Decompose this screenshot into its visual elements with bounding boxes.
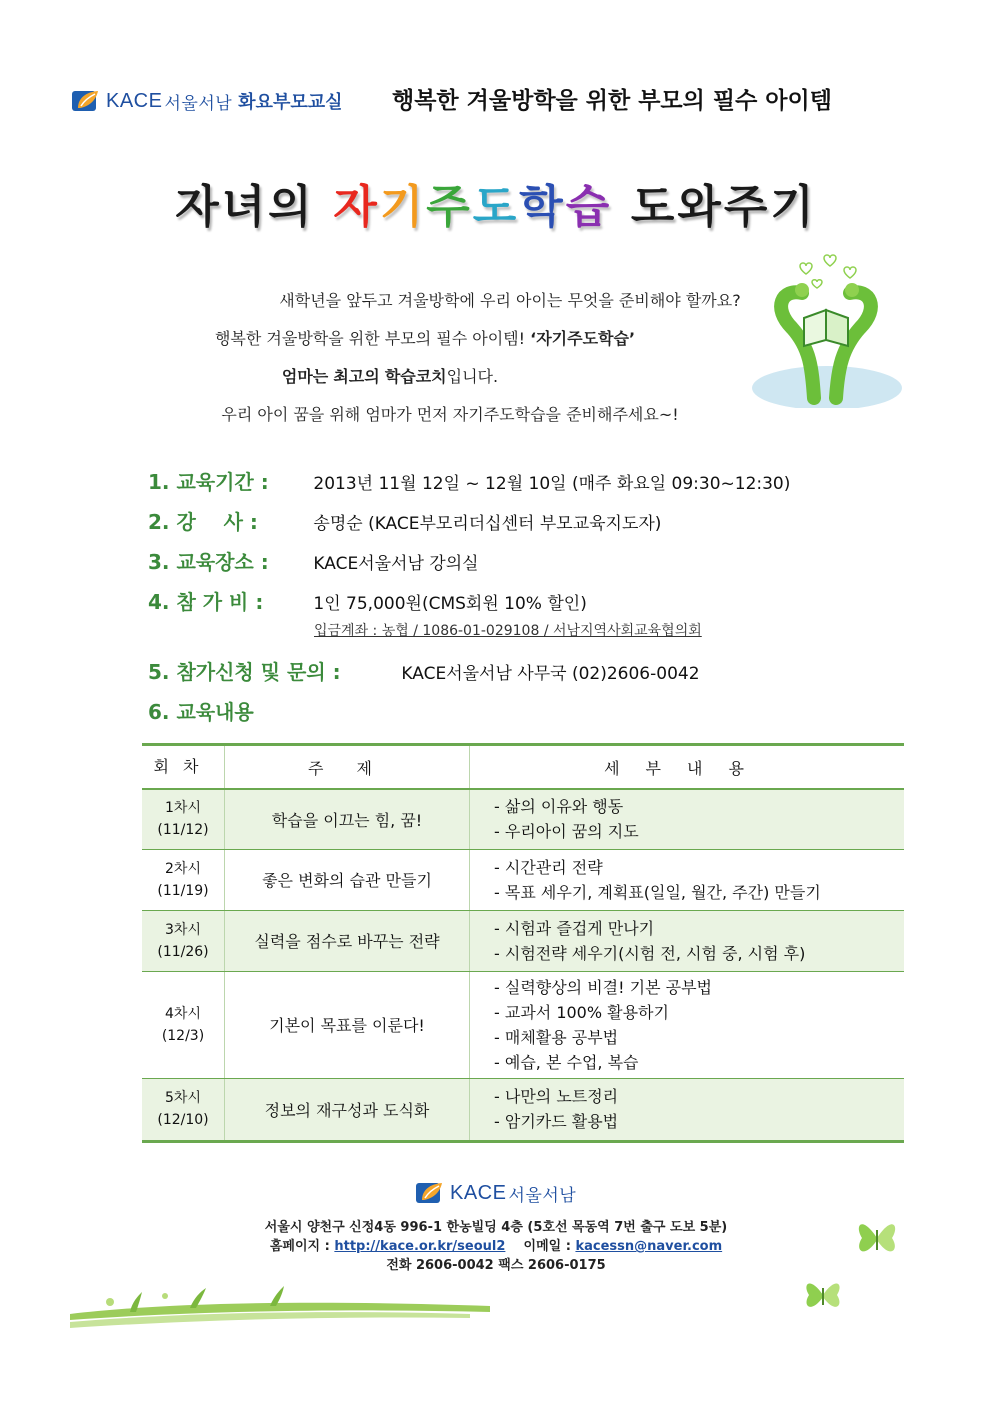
intro-line2 [130,320,770,358]
table-row [142,789,904,849]
detail-item: - 교과서 100% 활용하기 [494,1002,669,1022]
info-period [148,466,790,495]
homepage-label: 홈페이지 : [269,1239,330,1254]
session-label: 5차시 [165,1090,201,1106]
session-date: (11/19) [157,882,209,899]
details-cell [470,1078,905,1141]
session-cell [142,789,225,849]
col-header-topic: 주 제 [225,745,470,790]
session-date: (11/12) [157,822,209,839]
detail-item: - 시간관리 전략 [494,857,603,877]
footer-phone: 전화 2606-0042 팩스 2606-0175 [386,1258,606,1273]
details-cell [470,849,905,910]
curriculum-table [142,743,904,1143]
info-curriculum [148,696,254,725]
session-cell [142,971,225,1078]
detail-item: - 예습, 본 수업, 복습 [494,1052,639,1072]
footer-web [0,1237,992,1256]
footer-logo-region: 서울서남 [508,1185,577,1205]
info-contact [148,656,700,685]
email-link[interactable]: kacessn@naver.com [575,1239,723,1254]
tree-reading-book-icon [752,248,902,408]
table-row [142,849,904,910]
page-title [0,170,992,235]
detail-item: - 시험전략 세우기(시험 전, 시험 중, 시험 후) [494,943,806,963]
homepage-link[interactable]: http://kace.or.kr/seoul2 [334,1239,506,1254]
intro-line2a: 행복한 겨울방학을 위한 부모의 필수 아이템! [214,329,526,348]
col-header-session: 회차 [142,745,225,790]
intro-line3b: 최고의 [333,367,380,386]
intro-line3d: 입니다. [446,367,499,386]
logo-region: 서울서남 [164,93,233,113]
footer-logo [416,1180,576,1206]
title-char: 자 [333,180,380,233]
title-char: 학 [519,180,566,233]
title-part3: 도와주기 [630,180,817,233]
details-cell [470,789,905,849]
kace-leaf-logo-icon [416,1180,446,1206]
top-tagline: 행복한 겨울방학을 위한 부모의 필수 아이템 [392,88,832,114]
kace-leaf-logo-icon [72,88,102,114]
detail-item: - 나만의 노트정리 [494,1087,619,1106]
email-label: 이메일 : [523,1239,571,1254]
info-value: KACE서울서남 사무국 (02)2606-0042 [401,664,700,684]
logo-text: KACE [106,89,163,112]
session-date: (12/10) [157,1112,209,1128]
grass-icon [70,1272,490,1332]
session-cell [142,910,225,971]
topic-cell: 좋은 변화의 습관 만들기 [225,849,470,910]
info-label: 6. 교육내용 [148,700,254,724]
butterfly-icon [852,1210,902,1265]
intro-line3 [130,358,770,396]
detail-item: - 목표 세우기, 계획표(일일, 월간, 주간) 만들기 [494,882,821,902]
session-label: 3차시 [165,921,201,938]
topic-cell: 기본이 목표를 이룬다! [225,971,470,1078]
info-label: 2. 강 사 : [148,510,258,534]
topic-cell: 실력을 점수로 바꾸는 전략 [225,910,470,971]
intro-line3c: 학습코치 [384,367,447,386]
session-label: 2차시 [165,860,201,877]
table-row [142,1078,904,1141]
details-cell [470,971,905,1078]
bank-account: 입금계좌 : 농협 / 1086-01-029108 / 서남지역사회교육협의회 [314,623,702,639]
info-label: 1. 교육기간 : [148,470,269,494]
session-label: 1차시 [165,800,201,817]
table-row [142,910,904,971]
info-value: 송명순 (KACE부모리더십센터 부모교육지도자) [313,514,662,534]
table-header-row [142,745,904,790]
program-name: 화요부모교실 [238,92,343,113]
butterfly-icon [800,1272,846,1318]
detail-item: - 우리아이 꿈의 지도 [494,822,639,842]
info-label: 5. 참가신청 및 문의 : [148,660,341,684]
session-label: 4차시 [165,1005,201,1022]
title-char: 도 [472,180,520,233]
details-cell [470,910,905,971]
detail-item: - 삶의 이유와 행동 [494,797,624,817]
info-fee [148,586,587,615]
table-row [142,971,904,1078]
session-date: (12/3) [161,1027,205,1044]
info-label: 3. 교육장소 : [148,550,269,574]
topic-cell: 학습을 이끄는 힘, 꿈! [225,789,470,849]
info-value: 2013년 11월 12일 ~ 12월 10일 (매주 화요일 09:30~12:30) [313,474,791,494]
title-char: 기 [379,180,427,233]
detail-item: - 매체활용 공부법 [494,1027,619,1047]
intro-line1: 새학년을 앞두고 겨울방학에 우리 아이는 무엇을 준비해야 할까요? [279,291,741,310]
footer-contact [0,1218,992,1275]
info-value: KACE서울서남 강의실 [313,554,479,574]
intro-line3a: 엄마는 [281,367,329,386]
title-char: 주 [426,180,473,233]
intro-line4: 우리 아이 꿈을 위해 엄마가 먼저 자기주도학습을 준비해주세요~! [221,405,679,424]
footer-logo-text: KACE [450,1181,507,1204]
footer-address: 서울시 양천구 신정4동 996-1 한농빌딩 4층 (5호선 목동역 7번 출구 도보 5분) [264,1220,728,1235]
header-logo [72,84,343,118]
title-rainbow [333,180,631,233]
col-header-details: 세부내용 [470,745,905,790]
info-label: 4. 참 가 비 : [148,590,264,614]
session-cell [142,849,225,910]
title-part1: 자녀의 [175,180,315,233]
detail-item: - 암기카드 활용법 [494,1112,619,1131]
info-instructor [148,506,661,535]
topic-cell: 정보의 재구성과 도식화 [225,1078,470,1141]
detail-item: - 시험과 즐겁게 만나기 [494,918,655,938]
session-date: (11/26) [157,943,209,960]
session-cell [142,1078,225,1141]
info-value: 1인 75,000원(CMS회원 10% 할인) [313,594,587,614]
info-location [148,546,479,575]
intro-text [130,282,770,434]
intro-line2b: ‘자기주도학습’ [530,329,636,348]
title-char: 습 [565,180,613,233]
detail-item: - 실력향상의 비결! 기본 공부법 [494,977,713,997]
